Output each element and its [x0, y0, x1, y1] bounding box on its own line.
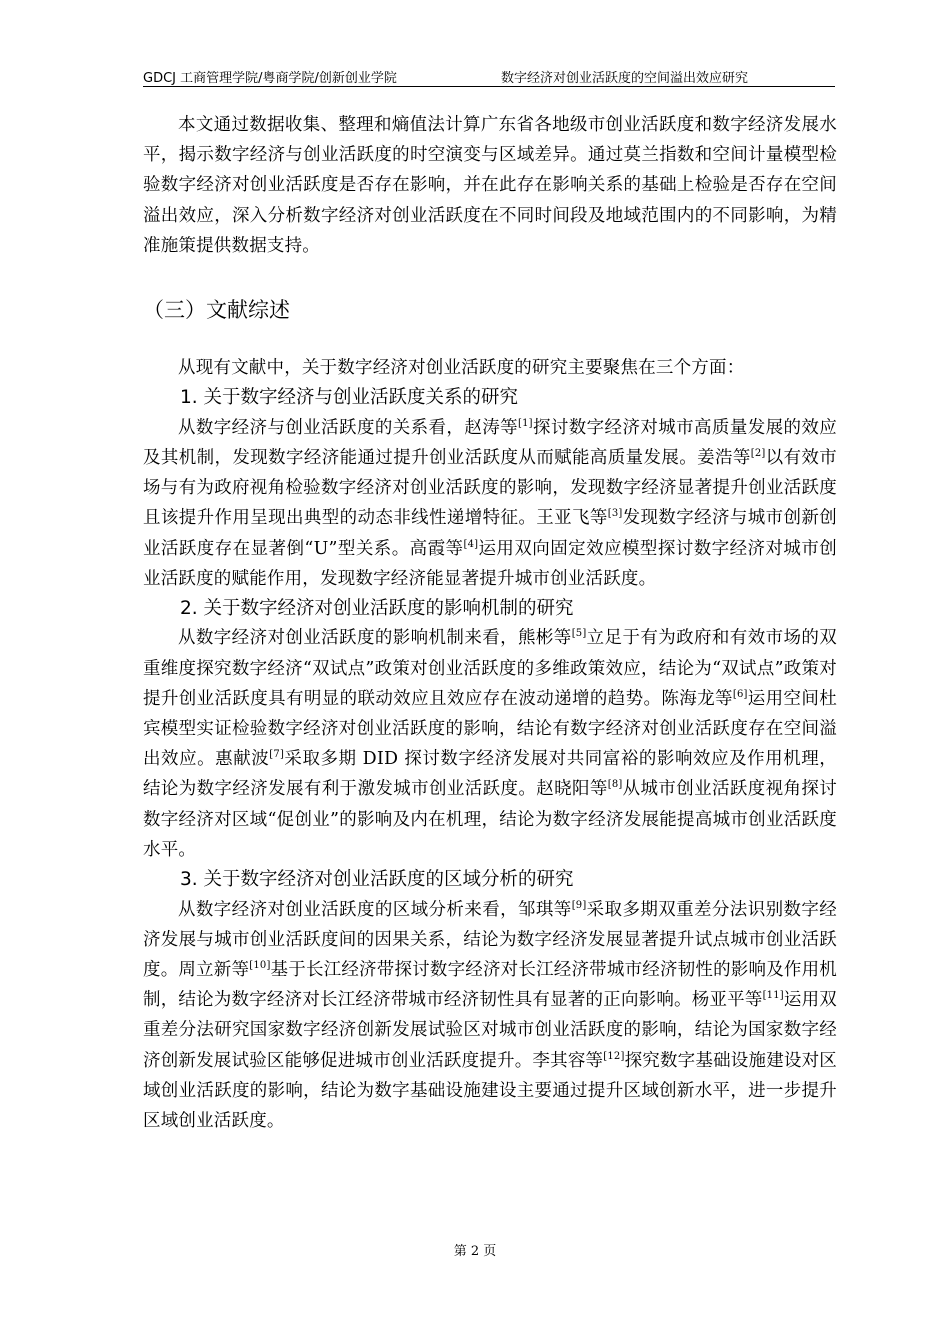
- citation-ref: [11]: [762, 990, 784, 1002]
- running-header: [143, 64, 835, 87]
- subsection-heading-1: 1. 关于数字经济与创业活跃度关系的研究: [180, 387, 519, 409]
- subsection-heading-3: 3. 关于数字经济对创业活跃度的区域分析的研究: [180, 869, 574, 891]
- citation-ref: [2]: [750, 447, 766, 459]
- lead-paragraph: 从现有文献中，关于数字经济对创业活跃度的研究主要聚焦在三个方面：: [178, 358, 745, 379]
- citation-ref: [3]: [607, 508, 623, 520]
- citation-ref: [8]: [607, 779, 623, 791]
- paragraph-3: 从数字经济对创业活跃度的区域分析来看，邹琪等[9]采取多期双重差分法识别数字经济发展与城市创业活跃度间的因果关系，结论为数字经济发展显著提升试点城市创业活跃度。周立新等[10]基于长江经济带探讨数字经济对长江经济带城市经济韧性的影响及作用机制，结论为数字经济对长江经济带城市经济韧性具有显著的正向影响。杨亚平等[11]运用双重差分法研究国家数字经济创新发展试验区对城市创业活跃度的影响，结论为国家数字经济创新发展试验区能够促进城市创业活跃度提升。李其容等[12]探究数字基础设施建设对区域创业活跃度的影响，结论为数字基础设施建设主要通过提升区域创新水平，进一步提升区域创业活跃度。: [143, 899, 837, 1131]
- page-number: 第 2 页: [453, 1244, 497, 1259]
- citation-ref: [1]: [518, 417, 533, 429]
- paragraph-1: 从数字经济与创业活跃度的关系看，赵涛等[1]探讨数字经济对城市高质量发展的效应及其机制，发现数字经济能通过提升创业活跃度从而赋能高质量发展。姜浩等[2]以有效市场与有为政府视角检验数字经济对创业活跃度的影响，发现数字经济显著提升创业活跃度且该提升作用呈现出典型的动态非线性递增特征。王亚飞等[3]发现数字经济与城市创新创业活跃度存在显著倒“U”型关系。高霞等[4]运用双向固定效应模型探讨数字经济对城市创业活跃度的赋能作用，发现数字经济能显著提升城市创业活跃度。: [143, 417, 837, 589]
- citation-ref: [12]: [603, 1050, 625, 1062]
- header-paper-title: 数字经济对创业活跃度的空间溢出效应研究: [501, 71, 749, 86]
- citation-ref: [9]: [571, 899, 587, 911]
- section-heading: （三）文献综述: [143, 298, 290, 323]
- header-institution: GDCJ 工商管理学院/粤商学院/创新创业学院: [143, 71, 397, 86]
- citation-ref: [4]: [463, 538, 479, 550]
- page-body: [143, 110, 837, 1136]
- citation-ref: [5]: [571, 628, 587, 640]
- citation-ref: [6]: [732, 688, 748, 700]
- intro-paragraph: 本文通过数据收集、整理和熵值法计算广东省各地级市创业活跃度和数字经济发展水平，揭示数字经济与创业活跃度的时空演变与区域差异。通过莫兰指数和空间计量模型检验数字经济对创业活跃度是否存在影响，并在此存在影响关系的基础上检验是否存在空间溢出效应，深入分析数字经济对创业活跃度在不同时间段及地域范围内的不同影响，为精准施策提供数据支持。: [143, 115, 837, 256]
- citation-ref: [7]: [269, 749, 285, 761]
- paragraph-2: 从数字经济对创业活跃度的影响机制来看，熊彬等[5]立足于有为政府和有效市场的双重维度探究数字经济“双试点”政策对创业活跃度的多维政策效应，结论为“双试点”政策对提升创业活跃度具有明显的联动效应且效应存在波动递增的趋势。陈海龙等[6]运用空间杜宾模型实证检验数字经济对创业活跃度的影响，结论有数字经济对创业活跃度存在空间溢出效应。惠献波[7]采取多期 DID 探讨数字经济发展对共同富裕的影响效应及作用机理，结论为数字经济发展有利于激发城市创业活跃度。赵晓阳等[8]从城市创业活跃度视角探讨数字经济对区域“促创业”的影响及内在机理，结论为数字经济发展能提高城市创业活跃度水平。: [143, 628, 837, 860]
- subsection-heading-2: 2. 关于数字经济对创业活跃度的影响机制的研究: [180, 597, 574, 619]
- citation-ref: [10]: [249, 959, 271, 971]
